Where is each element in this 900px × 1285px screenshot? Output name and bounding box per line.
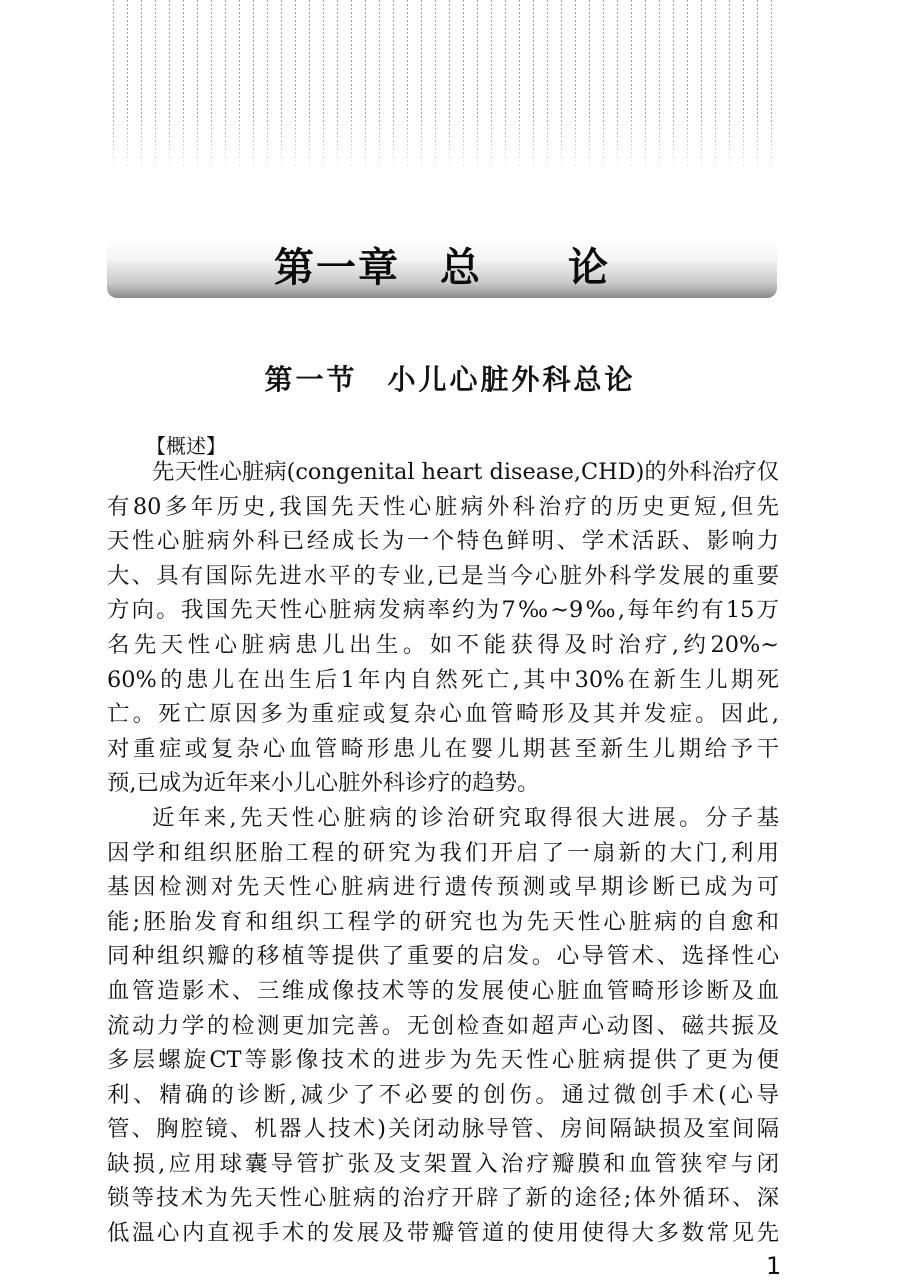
text-line: 低温心内直视手术的发展及带瓣管道的使用使得大多数常见先 (107, 1220, 779, 1247)
text-line: 血管造影术、三维成像技术等的发展使心脏血管畸形诊断及血 (107, 977, 779, 1004)
text-line: 同种组织瓣的移植等提供了重要的启发。心导管术、选择性心 (107, 943, 779, 970)
text-line: 利、精确的诊断,减少了不必要的创伤。通过微创手术(心导 (107, 1081, 779, 1108)
text-line: 预,已成为近年来小儿心脏外科诊疗的趋势。 (107, 770, 540, 797)
paragraph-1 (107, 455, 779, 801)
text-line: 有80多年历史,我国先天性心脏病外科治疗的历史更短,但先 (107, 493, 779, 520)
overview-label: 【概述】 (146, 434, 226, 458)
section-title-text: 小儿心脏外科总论 (387, 363, 636, 396)
body-text (107, 455, 779, 1251)
chapter-title (107, 236, 777, 292)
text-line: 因学和组织胚胎工程的研究为我们开启了一扇新的大门,利用 (107, 839, 779, 866)
text-line: 能;胚胎发育和组织工程学的研究也为先天性心脏病的自愈和 (107, 908, 779, 935)
paragraph-2 (107, 801, 779, 1251)
text-line: 亡。死亡原因多为重症或复杂心血管畸形及其并发症。因此, (107, 701, 779, 728)
text-line: 大、具有国际先进水平的专业,已是当今心脏外科学发展的重要 (107, 562, 779, 589)
text-line: 天性心脏病外科已经成长为一个特色鲜明、学术活跃、影响力 (107, 528, 779, 555)
text-line: 缺损,应用球囊导管扩张及支架置入治疗瓣膜和血管狭窄与闭 (107, 1150, 779, 1177)
text-line: 管、胸腔镜、机器人技术)关闭动脉导管、房间隔缺损及室间隔 (107, 1116, 779, 1143)
section-number: 第一节 (264, 363, 358, 396)
header-stripes-fade (107, 110, 777, 170)
section-title (0, 358, 900, 398)
text-line: 流动力学的检测更加完善。无创检查如超声心动图、磁共振及 (107, 1012, 779, 1039)
text-line: 名先天性心脏病患儿出生。如不能获得及时治疗,约20%~ (107, 631, 779, 658)
chapter-title-char-2: 论 (568, 244, 610, 291)
text-line: 方向。我国先天性心脏病发病率约为7‰~9‰,每年约有15万 (107, 597, 779, 624)
chapter-number: 第一章 (274, 244, 400, 291)
page-number: 1 (766, 1252, 782, 1280)
text-line: 对重症或复杂心血管畸形患儿在婴儿期甚至新生儿期给予干 (107, 735, 779, 762)
text-line: 基因检测对先天性心脏病进行遗传预测或早期诊断已成为可 (107, 874, 779, 901)
chapter-title-char-1: 总 (440, 244, 482, 291)
text-line: 60%的患儿在出生后1年内自然死亡,其中30%在新生儿期死 (107, 666, 779, 693)
text-line: 先天性心脏病(congenital heart disease,CHD)的外科治疗仅 (152, 459, 779, 485)
text-line: 近年来,先天性心脏病的诊治研究取得很大进展。分子基 (152, 804, 779, 831)
text-line: 多层螺旋CT等影像技术的进步为先天性心脏病提供了更为便 (107, 1047, 779, 1074)
text-line: 锁等技术为先天性心脏病的治疗开辟了新的途径;体外循环、深 (107, 1185, 779, 1212)
